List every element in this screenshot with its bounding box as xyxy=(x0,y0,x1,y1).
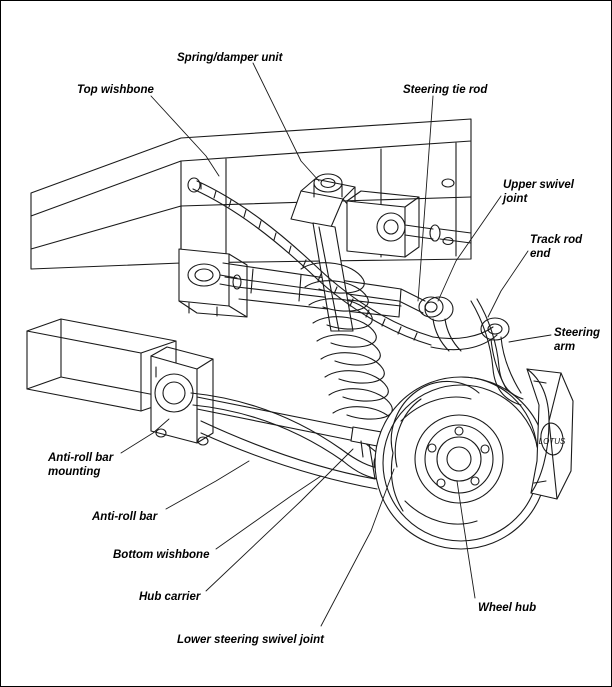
label-steering-arm: Steering arm xyxy=(554,327,601,353)
caliper-brand-text: LOTUS xyxy=(538,437,566,446)
label-spring-damper-unit: Spring/damper unit xyxy=(177,52,283,64)
leader-steering-arm xyxy=(509,335,551,342)
label-track-rod-end: Track rod end xyxy=(530,234,583,260)
wheel-hub-assembly xyxy=(375,377,547,549)
leader-upper-swivel-joint xyxy=(438,196,501,301)
top-wishbone-mount-bracket xyxy=(179,249,247,317)
leader-track-rod-end xyxy=(488,251,528,317)
leader-bottom-wishbone xyxy=(216,476,321,549)
label-lower-steering-swivel-joint: Lower steering swivel joint xyxy=(177,634,324,646)
leader-hub-carrier xyxy=(206,449,353,591)
label-anti-roll-bar-mounting: Anti-roll bar mounting xyxy=(48,452,114,478)
leader-spring-damper-unit xyxy=(253,63,319,181)
steering-rack-housing xyxy=(347,191,471,257)
leader-anti-roll-bar xyxy=(166,461,249,509)
suspension-diagram xyxy=(1,1,612,687)
label-top-wishbone: Top wishbone xyxy=(77,84,154,96)
label-upper-swivel-joint: Upper swivel joint xyxy=(503,179,574,205)
label-anti-roll-bar: Anti-roll bar xyxy=(92,511,158,523)
label-steering-tie-rod: Steering tie rod xyxy=(403,84,488,96)
label-hub-carrier: Hub carrier xyxy=(139,591,201,603)
label-bottom-wishbone: Bottom wishbone xyxy=(113,549,210,561)
label-wheel-hub: Wheel hub xyxy=(478,602,537,614)
anti-roll-bar-mounting xyxy=(151,347,213,445)
